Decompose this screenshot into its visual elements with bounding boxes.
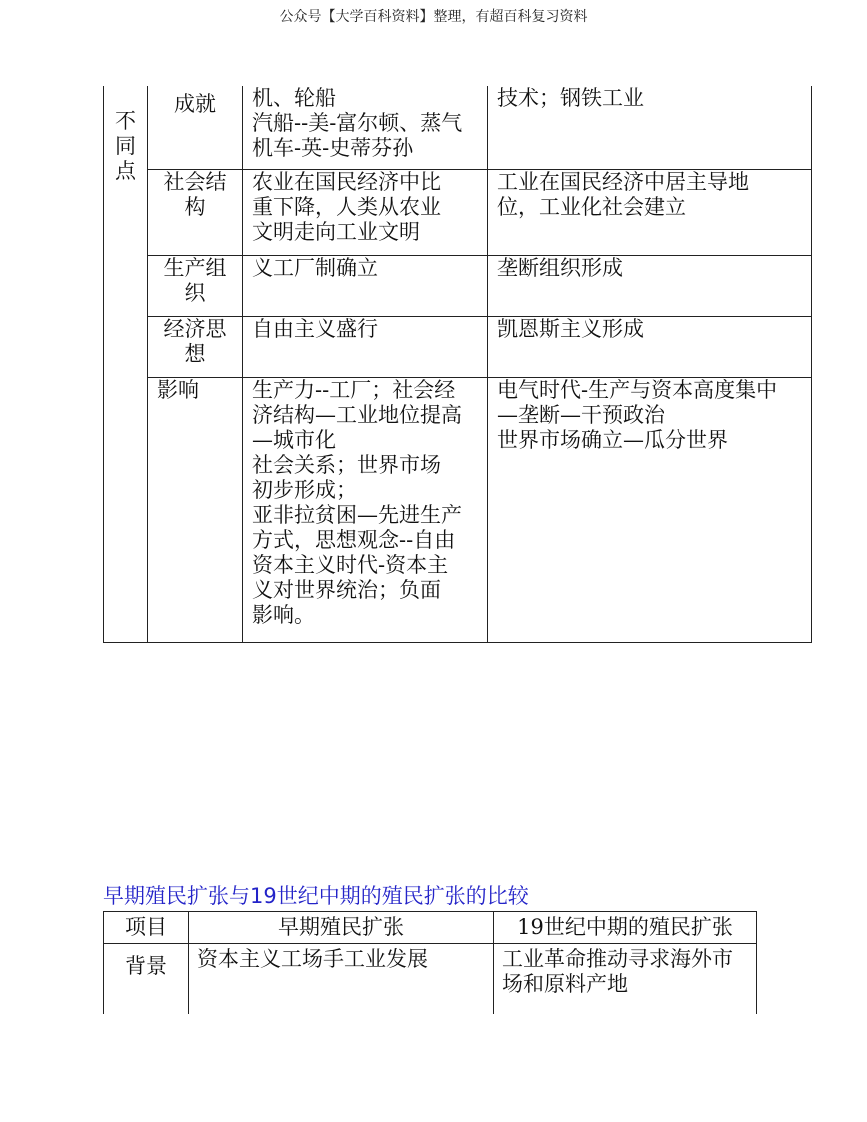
cell-line: 农业在国民经济中比: [252, 169, 441, 194]
category-cell: [148, 316, 243, 377]
cell-line: 济结构—工业地位提高: [252, 402, 462, 427]
cell-line: 自由主义盛行: [252, 316, 378, 341]
cell-line: 场和原料产地: [502, 972, 628, 996]
category-cell: [148, 169, 243, 255]
table-row: [104, 316, 812, 377]
category-label: 社会结: [163, 169, 227, 194]
table-header-row: [104, 912, 757, 944]
column-header: 项目: [104, 912, 189, 944]
cell-line: 世界市场确立—瓜分世界: [497, 427, 728, 452]
column-header: 19世纪中期的殖民扩张: [494, 912, 757, 944]
cell-line: 凯恩斯主义形成: [497, 316, 644, 341]
table-cell: [488, 169, 812, 255]
table-cell: [494, 944, 757, 1015]
cell-line: 重下降，人类从农业: [252, 194, 441, 219]
category-label-cont: 构: [184, 194, 206, 219]
column-header: 早期殖民扩张: [189, 912, 494, 944]
table-cell: [243, 255, 488, 316]
cell-line: 位，工业化社会建立: [497, 194, 686, 219]
table-cell: [488, 316, 812, 377]
cell-line: 方式，思想观念--自由: [252, 527, 456, 552]
cell-line: 技术；钢铁工业: [497, 86, 644, 110]
table-cell: [243, 169, 488, 255]
cell-line: 工业在国民经济中居主导地: [497, 169, 749, 194]
category-label: 经济思: [163, 316, 227, 341]
cell-line: 文明走向工业文明: [252, 219, 420, 244]
table-cell: [243, 316, 488, 377]
cell-line: 生产力--工厂；社会经: [252, 377, 456, 402]
category-cell: [148, 255, 243, 316]
category-cell: [148, 377, 243, 642]
table-caption: 早期殖民扩张与19世纪中期的殖民扩张的比较: [103, 884, 529, 908]
group-label: 不 同 点: [115, 108, 136, 183]
comparison-table-differences: [103, 86, 812, 643]
cell-line: 汽船--美-富尔顿、蒸气: [252, 111, 463, 135]
table-cell: [488, 86, 812, 169]
cell-line: 社会关系；世界市场: [252, 452, 441, 477]
table-row: [104, 944, 757, 1015]
category-label-cont: 想: [184, 341, 206, 366]
group-label-cell: [104, 86, 148, 642]
table-cell: [243, 86, 488, 169]
cell-line: 初步形成；: [252, 477, 357, 502]
table-row: [104, 169, 812, 255]
table-cell: [243, 377, 488, 642]
cell-line: 垄断组织形成: [497, 255, 623, 280]
category-label: 生产组: [163, 255, 227, 280]
cell-line: 影响。: [252, 602, 315, 627]
row-label-text: 背景: [125, 954, 167, 978]
cell-line: 资本主义工场手工业发展: [197, 947, 428, 971]
row-label: [104, 944, 189, 1015]
category-label-cont: 织: [184, 280, 206, 305]
cell-line: —城市化: [252, 427, 336, 452]
table-row: [104, 255, 812, 316]
cell-line: 电气时代-生产与资本高度集中: [497, 377, 778, 402]
cell-line: 工业革命推动寻求海外市: [502, 947, 733, 971]
table-cell: [488, 377, 812, 642]
colonial-expansion-table: [103, 911, 757, 1014]
cell-line: 义工厂制确立: [252, 255, 378, 280]
cell-line: 机、轮船: [252, 86, 336, 110]
page-header: 公众号【大学百科资料】整理，有超百科复习资料: [279, 9, 588, 25]
cell-line: 义对世界统治；负面: [252, 577, 441, 602]
cell-line: 亚非拉贫困—先进生产: [252, 502, 462, 527]
table-cell: [488, 255, 812, 316]
table-cell: [189, 944, 494, 1015]
table-row: [104, 86, 812, 169]
category-label: 影响: [157, 377, 199, 402]
cell-line: 资本主义时代-资本主: [252, 552, 449, 577]
table-row: [104, 377, 812, 642]
category-cell: [148, 86, 243, 169]
cell-line: 机车-英-史蒂芬孙: [252, 136, 414, 160]
category-label: 成就: [174, 92, 216, 116]
cell-line: —垄断—干预政治: [497, 402, 665, 427]
